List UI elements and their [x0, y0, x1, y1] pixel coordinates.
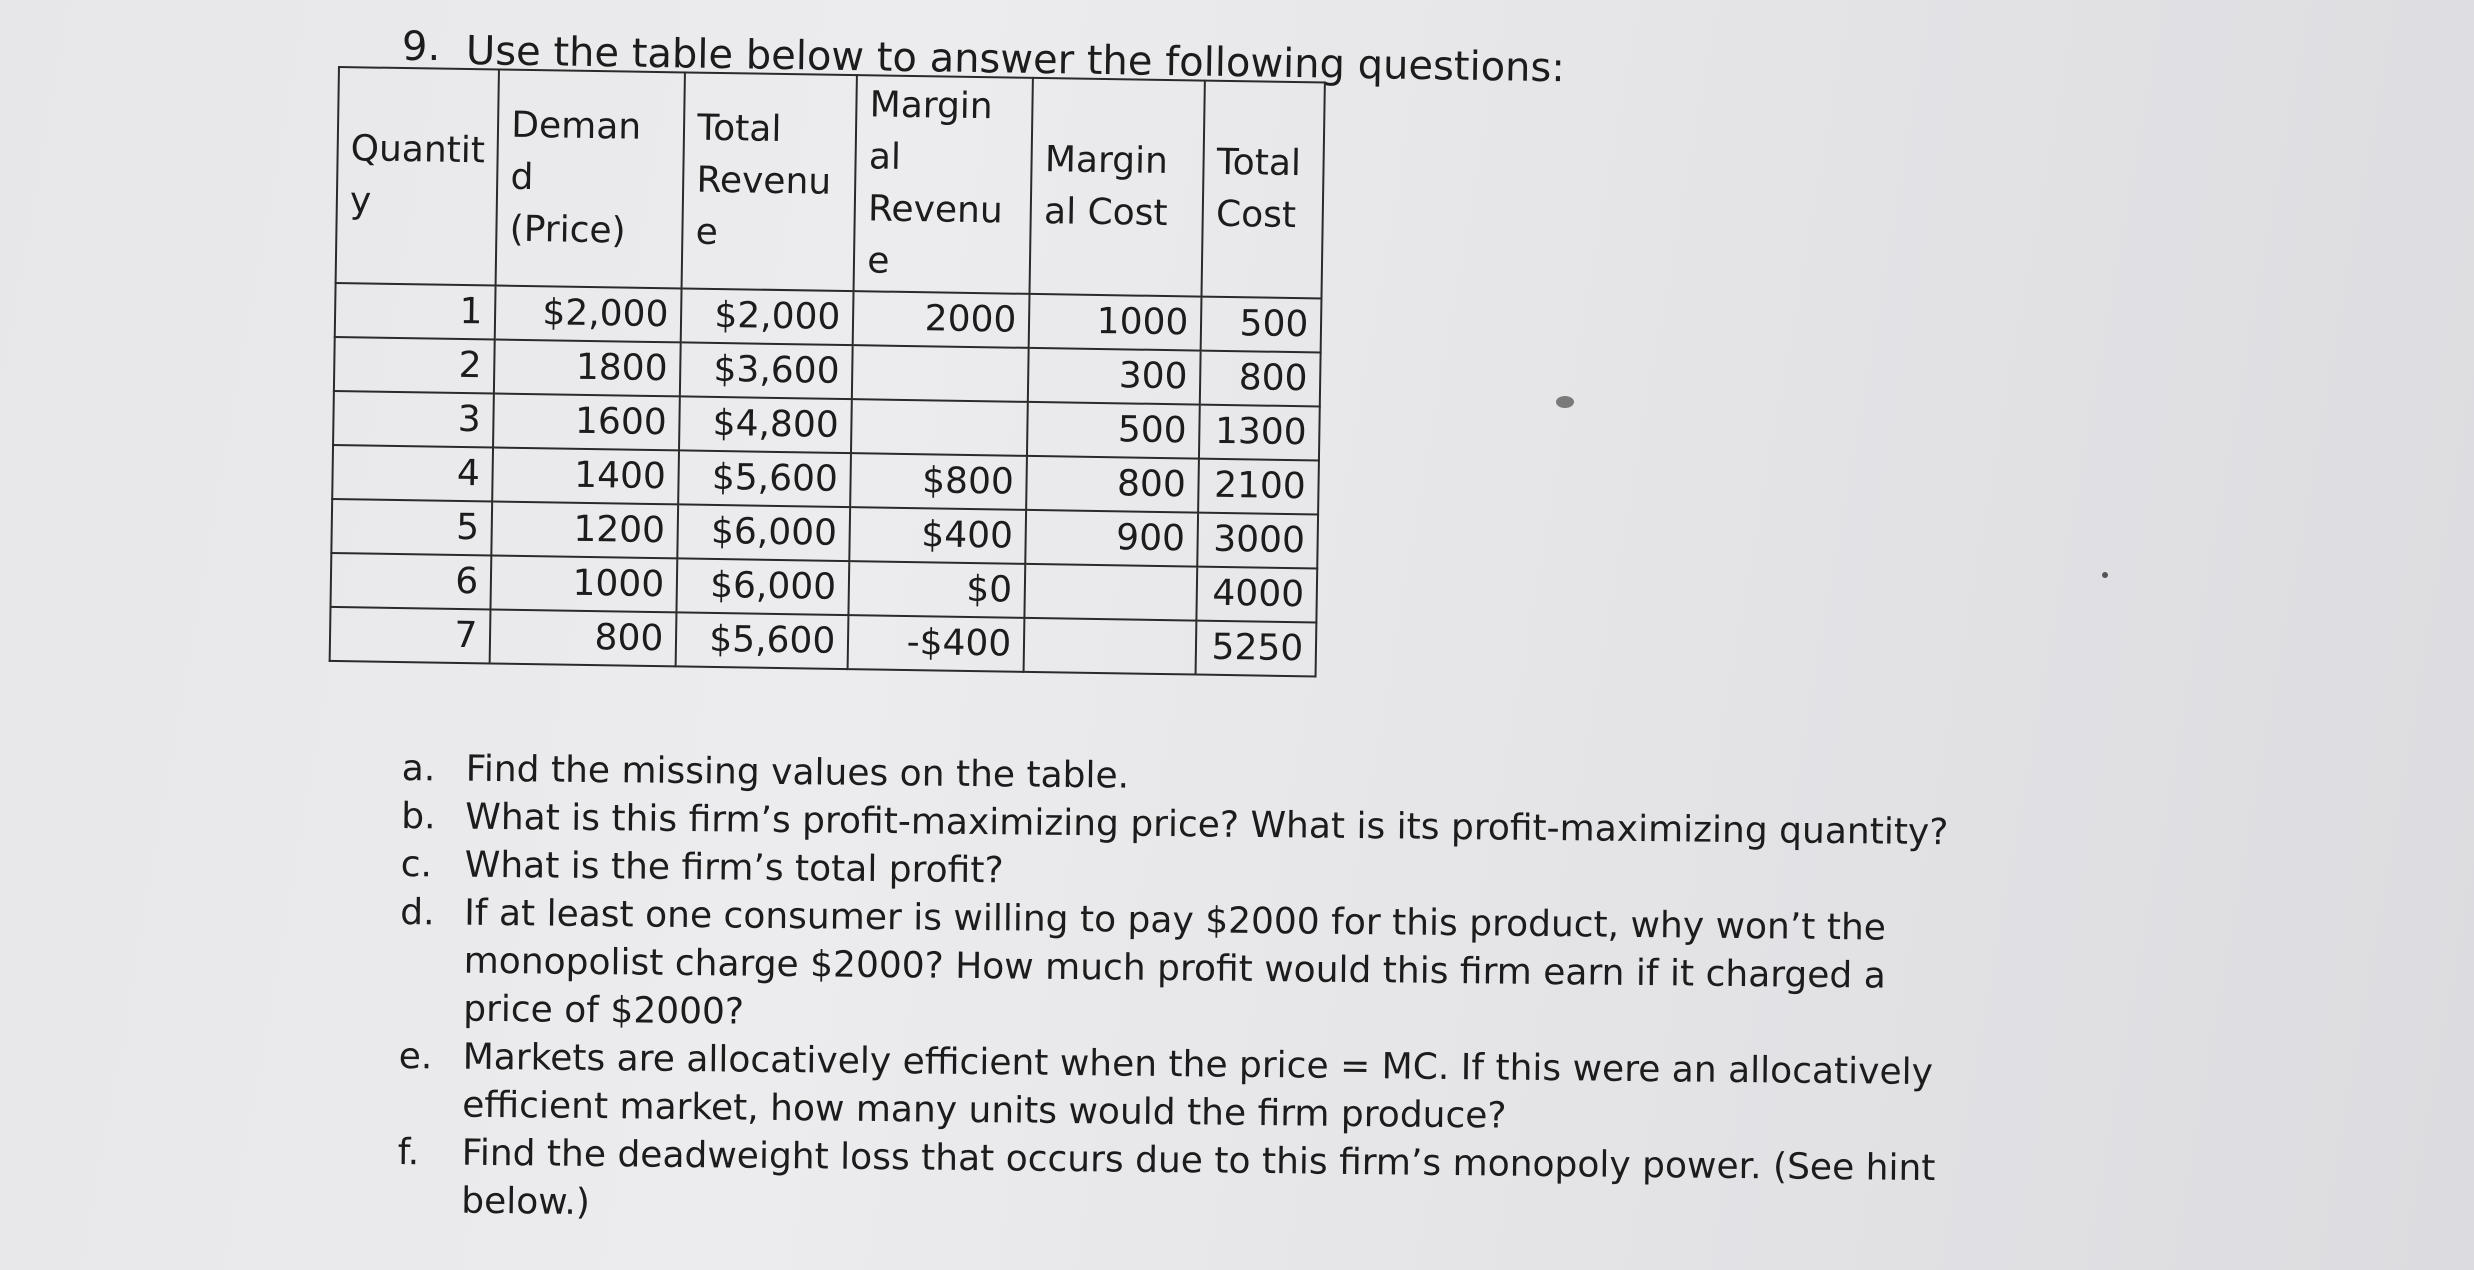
cell-quantity: 1	[335, 283, 496, 340]
cell-marginal-cost: 300	[1028, 348, 1201, 405]
cell-total-cost: 2100	[1198, 459, 1319, 515]
cell-demand: 1800	[494, 339, 681, 396]
header-line: al	[868, 136, 902, 178]
cell-marginal-revenue	[851, 399, 1028, 456]
cell-marginal-cost: 800	[1026, 456, 1199, 513]
header-line: e	[866, 240, 890, 282]
header-total-revenue	[682, 72, 857, 291]
ink-dot	[2102, 572, 2108, 578]
cell-marginal-revenue: 2000	[853, 291, 1030, 348]
cell-demand: 1600	[493, 393, 680, 450]
subquestion-letter: b.	[401, 795, 436, 838]
cell-total-cost: 5250	[1196, 621, 1317, 677]
cell-marginal-revenue: $400	[850, 507, 1027, 564]
cell-quantity: 6	[331, 553, 492, 610]
cell-marginal-revenue: $800	[850, 453, 1027, 510]
cell-quantity: 5	[331, 499, 492, 556]
cell-marginal-cost: 1000	[1029, 294, 1202, 351]
cell-quantity: 3	[333, 391, 494, 448]
subquestion-text: What is this firm’s profit-maximizing price? What is its profit-maximizing quantity?	[465, 796, 1949, 854]
subquestion-letter: d.	[400, 891, 435, 934]
header-line: al Cost	[1043, 191, 1168, 235]
header-line: (Price)	[509, 208, 626, 252]
header-line: d	[510, 156, 534, 198]
cell-total-revenue: $5,600	[678, 450, 851, 507]
cell-total-cost: 800	[1200, 351, 1321, 407]
subquestion-list	[397, 745, 1962, 1241]
cell-total-cost: 1300	[1199, 405, 1320, 461]
data-table	[329, 66, 1327, 677]
subquestion-letter: c.	[400, 843, 433, 886]
subquestion-d	[399, 889, 1960, 1049]
cell-total-revenue: $4,800	[679, 396, 852, 453]
cell-total-revenue: $3,600	[680, 342, 853, 399]
cell-demand: $2,000	[495, 286, 682, 343]
header-line: Deman	[511, 104, 642, 148]
subquestion-text: What is the firm’s total profit?	[464, 844, 1004, 892]
cell-demand: 800	[490, 609, 677, 666]
cell-demand: 1200	[492, 501, 679, 558]
question-prompt: Use the table below to answer the following questions:	[465, 28, 1566, 92]
cell-marginal-cost: 900	[1026, 510, 1199, 567]
cell-marginal-revenue	[852, 345, 1029, 402]
header-marginal-cost	[1030, 78, 1205, 297]
cell-total-cost: 4000	[1197, 567, 1318, 623]
cell-total-cost: 3000	[1198, 513, 1319, 569]
cell-marginal-revenue: $0	[849, 561, 1026, 618]
subquestion-e	[398, 1033, 1959, 1145]
data-table-container	[329, 66, 1327, 677]
cell-total-revenue: $2,000	[681, 288, 854, 345]
subquestion-f	[397, 1129, 1958, 1241]
cell-total-revenue: $6,000	[677, 558, 850, 615]
header-line: Quantit	[350, 128, 486, 172]
subquestion-letter: a.	[401, 747, 436, 790]
cell-total-cost: 500	[1201, 297, 1322, 353]
cell-marginal-cost: 500	[1027, 402, 1200, 459]
cell-total-revenue: $6,000	[678, 504, 851, 561]
cell-demand: 1400	[492, 447, 679, 504]
cell-quantity: 2	[334, 337, 495, 394]
subquestion-letter: f.	[397, 1131, 420, 1174]
subquestion-text: Find the missing values on the table.	[465, 748, 1130, 797]
header-line: Cost	[1215, 193, 1297, 237]
header-marginal-revenue	[854, 75, 1033, 294]
cell-demand: 1000	[491, 555, 678, 612]
question-number: 9.	[402, 24, 441, 70]
header-total-cost	[1202, 81, 1325, 299]
subquestion-text: Markets are allocatively efficient when the price = MC. If this were an allocatively efficient market, how many units would the firm produce?	[462, 1036, 1934, 1137]
cell-marginal-cost	[1024, 618, 1197, 675]
header-line: e	[695, 211, 719, 254]
cell-quantity: 4	[332, 445, 493, 502]
ink-smudge	[1556, 396, 1574, 408]
header-demand	[496, 70, 685, 289]
header-line: Revenu	[867, 188, 1004, 232]
subquestion-text: Find the deadweight loss that occurs due to this firm’s monopoly power. (See hint below.)	[461, 1132, 1936, 1223]
subquestion-text: If at least one consumer is willing to pay $2000 for this product, why won’t the monopolist charge $2000? How much profit would this firm earn if it charged a price of $2000?	[463, 892, 1887, 1033]
subquestion-letter: e.	[398, 1035, 433, 1078]
header-line: Total	[1216, 141, 1302, 184]
table-header-row	[336, 67, 1326, 298]
header-line: Margin	[869, 83, 994, 127]
cell-marginal-revenue: -$400	[848, 615, 1025, 672]
cell-total-revenue: $5,600	[676, 612, 849, 669]
header-line: Revenu	[696, 159, 832, 203]
header-line: Total	[697, 107, 782, 150]
header-line: y	[349, 180, 372, 222]
header-quantity	[336, 67, 500, 285]
header-line: Margin	[1044, 138, 1169, 182]
cell-quantity: 7	[330, 607, 491, 664]
cell-marginal-cost	[1025, 564, 1198, 621]
